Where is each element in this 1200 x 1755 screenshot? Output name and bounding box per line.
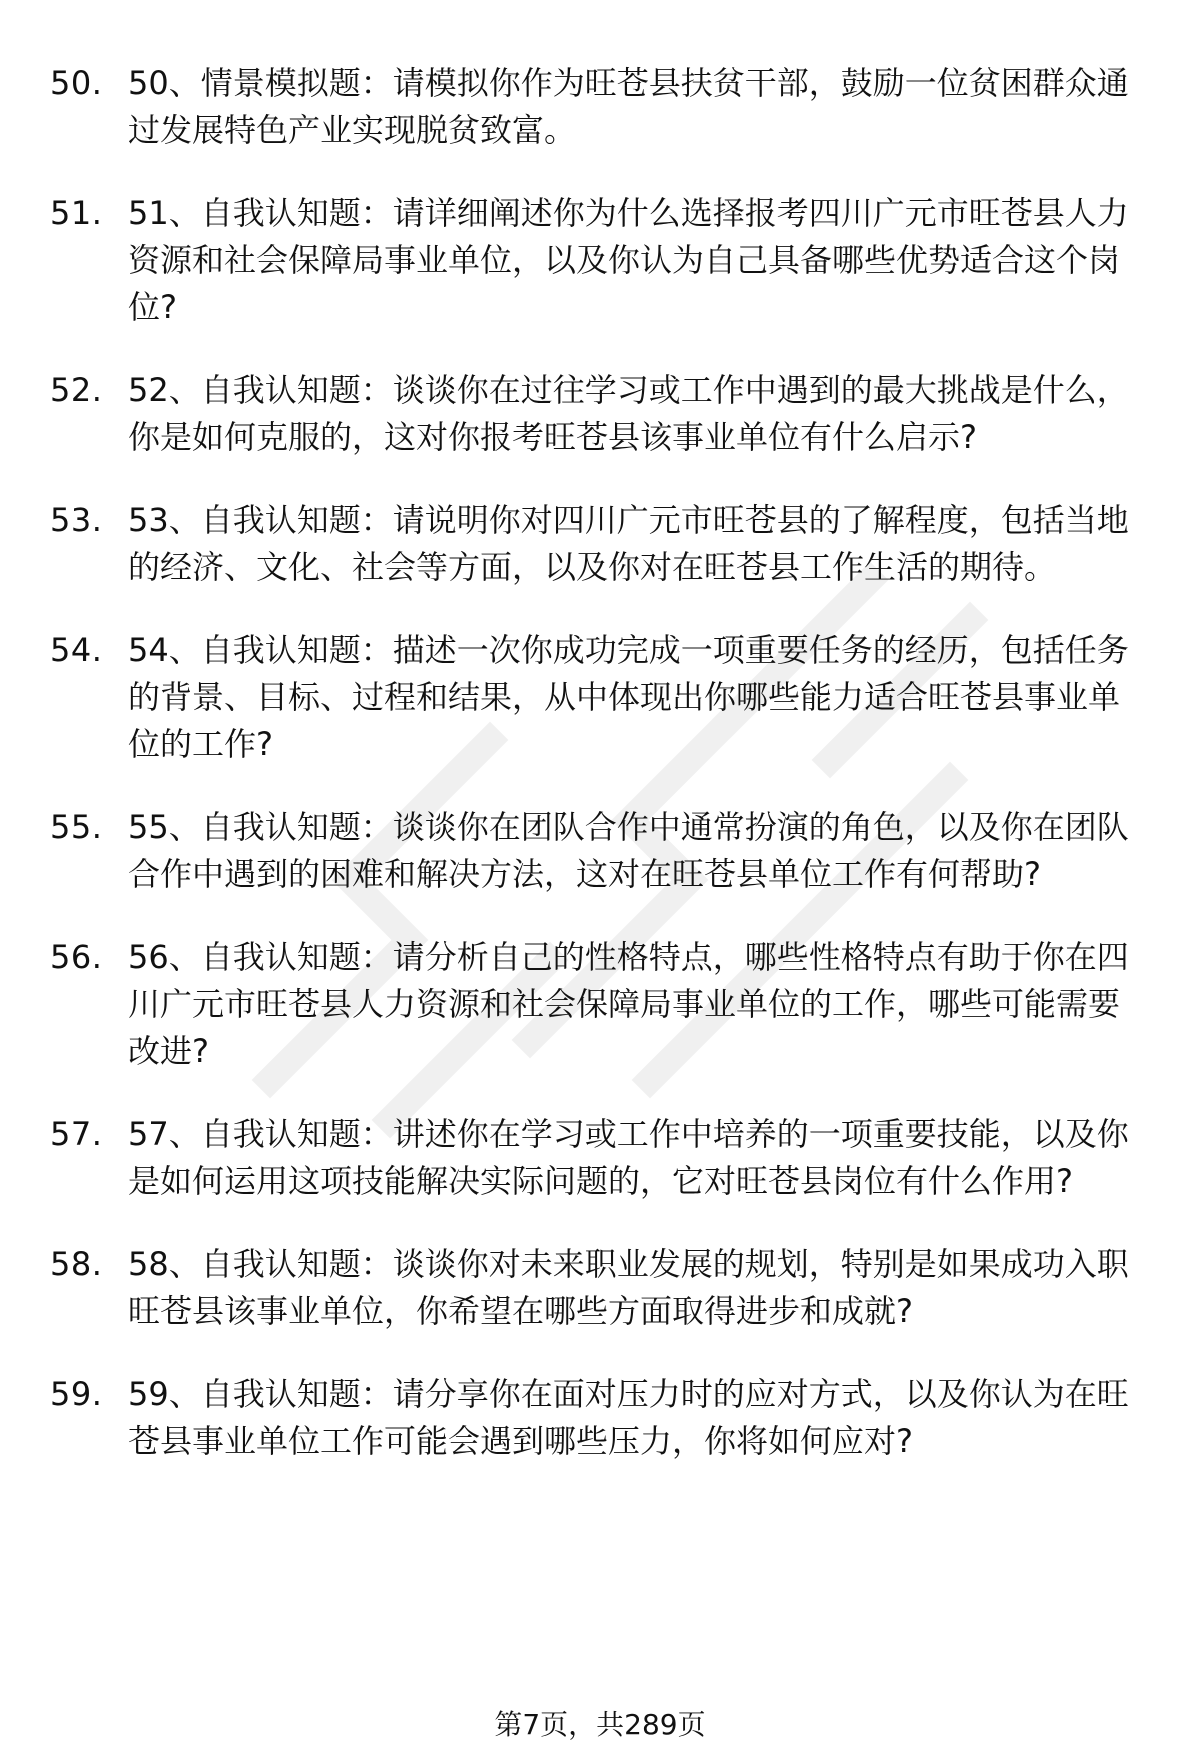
question-text: 53、自我认知题：请说明你对四川广元市旺苍县的了解程度，包括当地的经济、文化、社会等方面，以及你对在旺苍县工作生活的期待。	[128, 501, 1129, 586]
question-list	[50, 60, 1150, 1501]
list-item	[50, 497, 1150, 591]
question-number: 53.	[50, 501, 103, 539]
question-number: 51.	[50, 194, 103, 232]
question-text: 57、自我认知题：讲述你在学习或工作中培养的一项重要技能，以及你是如何运用这项技能解决实际问题的，它对旺苍县岗位有什么作用?	[128, 1115, 1129, 1200]
list-item	[50, 1371, 1150, 1465]
list-item	[50, 934, 1150, 1075]
question-text: 50、情景模拟题：请模拟你作为旺苍县扶贫干部，鼓励一位贫困群众通过发展特色产业实现脱贫致富。	[128, 64, 1129, 149]
list-item	[50, 627, 1150, 768]
question-text: 59、自我认知题：请分享你在面对压力时的应对方式，以及你认为在旺苍县事业单位工作可能会遇到哪些压力，你将如何应对?	[128, 1375, 1129, 1460]
question-number: 50.	[50, 64, 103, 102]
list-item	[50, 1241, 1150, 1335]
question-text: 51、自我认知题：请详细阐述你为什么选择报考四川广元市旺苍县人力资源和社会保障局事业单位，以及你认为自己具备哪些优势适合这个岗位?	[128, 194, 1129, 326]
question-number: 52.	[50, 371, 103, 409]
question-text: 52、自我认知题：谈谈你在过往学习或工作中遇到的最大挑战是什么，你是如何克服的，这对你报考旺苍县该事业单位有什么启示?	[128, 371, 1129, 456]
question-number: 55.	[50, 808, 103, 846]
question-text: 58、自我认知题：谈谈你对未来职业发展的规划，特别是如果成功入职旺苍县该事业单位，你希望在哪些方面取得进步和成就?	[128, 1245, 1129, 1330]
question-text: 54、自我认知题：描述一次你成功完成一项重要任务的经历，包括任务的背景、目标、过程和结果，从中体现出你哪些能力适合旺苍县事业单位的工作?	[128, 631, 1129, 763]
question-number: 54.	[50, 631, 103, 669]
list-item	[50, 1111, 1150, 1205]
list-item	[50, 60, 1150, 154]
page-footer: 第7页，共289页	[494, 1708, 706, 1741]
list-item	[50, 367, 1150, 461]
question-text: 55、自我认知题：谈谈你在团队合作中通常扮演的角色，以及你在团队合作中遇到的困难和解决方法，这对在旺苍县单位工作有何帮助?	[128, 808, 1129, 893]
list-item	[50, 190, 1150, 331]
question-number: 57.	[50, 1115, 103, 1153]
list-item	[50, 804, 1150, 898]
question-text: 56、自我认知题：请分析自己的性格特点，哪些性格特点有助于你在四川广元市旺苍县人力资源和社会保障局事业单位的工作，哪些可能需要改进?	[128, 938, 1129, 1070]
question-number: 59.	[50, 1375, 103, 1413]
question-number: 58.	[50, 1245, 103, 1283]
question-number: 56.	[50, 938, 103, 976]
